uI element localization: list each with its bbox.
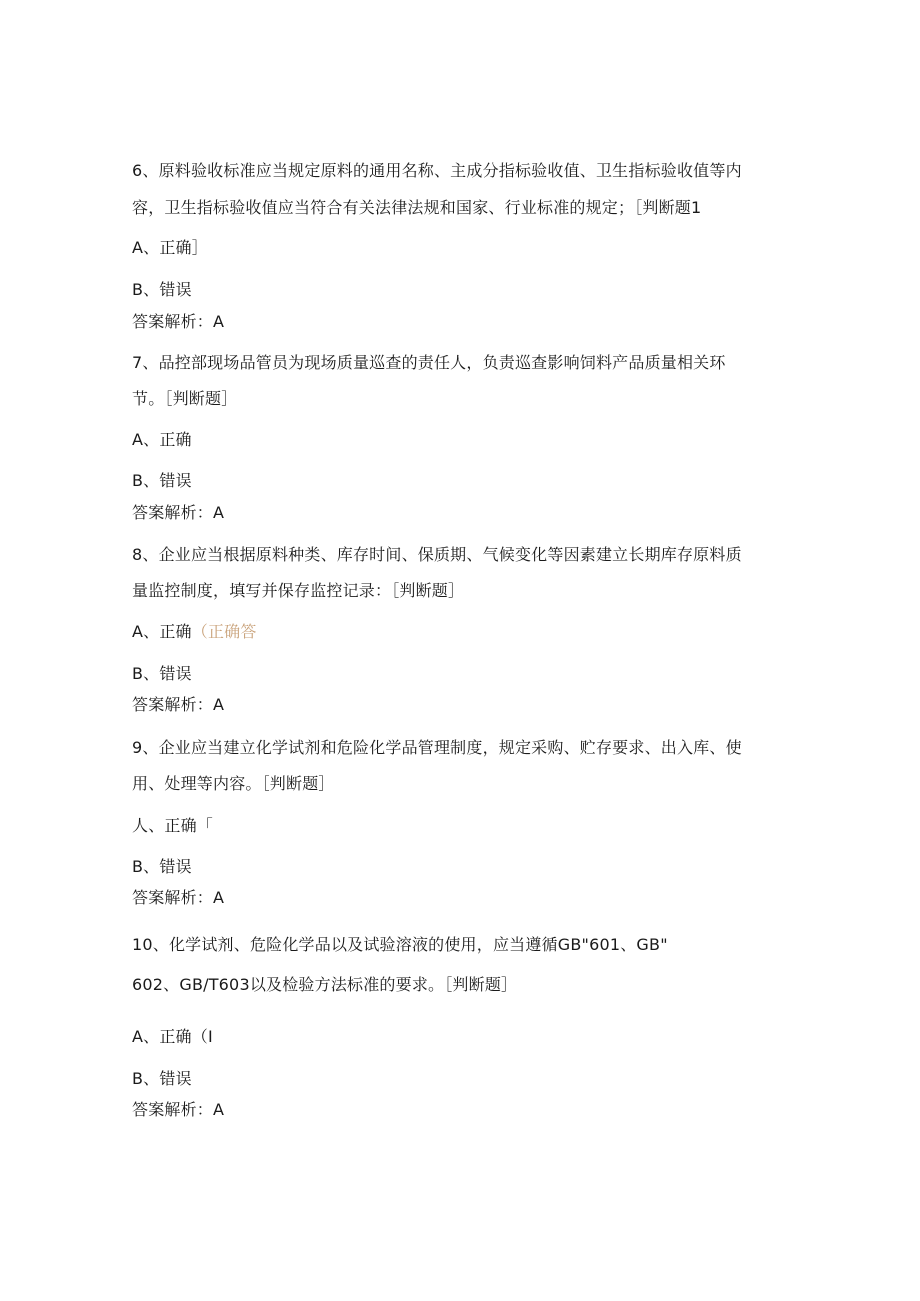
question-9-answer: 答案解析：A — [132, 888, 225, 907]
question-8-option-a-row — [132, 622, 257, 642]
question-7-option-b: B、错误 — [132, 471, 192, 490]
question-10-option-a: A、正确（I — [132, 1027, 213, 1046]
question-8-stem-line-1: 8、企业应当根据原料种类、库存时间、保质期、气候变化等因素建立长期库存原料质 — [132, 545, 742, 564]
question-8-answer: 答案解析：A — [132, 695, 225, 714]
question-7-answer: 答案解析：A — [132, 503, 225, 522]
question-7-stem-line-1: 7、品控部现场品管员为现场质量巡查的责任人，负责巡查影响饲料产品质量相关环 — [132, 353, 726, 372]
question-6-stem-line-1: 6、原料验收标准应当规定原料的通用名称、主成分指标验收值、卫生指标验收值等内 — [132, 161, 742, 180]
question-9-stem-line-1: 9、企业应当建立化学试剂和危险化学品管理制度，规定采购、贮存要求、出入库、使 — [132, 738, 742, 757]
question-6-option-a: A、正确］ — [132, 238, 208, 257]
question-6-answer: 答案解析：A — [132, 312, 225, 331]
question-8-stem-line-2: 量监控制度，填写并保存监控记录：［判断题］ — [132, 581, 465, 600]
question-6-stem-line-2: 容，卫生指标验收值应当符合有关法律法规和国家、行业标准的规定；［判断题1 — [132, 198, 702, 217]
question-10-stem-line-2: 602、GB/T603以及检验方法标准的要求。［判断题］ — [132, 975, 518, 994]
question-10-stem-line-1: 10、化学试剂、危险化学品以及试验溶液的使用，应当遵循GB"601、GB" — [132, 935, 668, 954]
question-6-option-b: B、错误 — [132, 280, 192, 299]
question-8-option-a-faded-text: （正确答 — [191, 622, 257, 641]
question-8-option-a: A、正确 — [132, 622, 192, 641]
question-10-option-b: B、错误 — [132, 1069, 192, 1088]
question-9-option-a: 人、正确「 — [132, 816, 214, 835]
question-9-option-b: B、错误 — [132, 857, 192, 876]
question-10-answer: 答案解析：A — [132, 1100, 225, 1119]
question-8-option-b: B、错误 — [132, 664, 192, 683]
question-7-option-a: A、正确 — [132, 430, 192, 449]
question-7-stem-line-2: 节。［判断题］ — [132, 389, 238, 408]
question-9-stem-line-2: 用、处理等内容。［判断题］ — [132, 774, 335, 793]
